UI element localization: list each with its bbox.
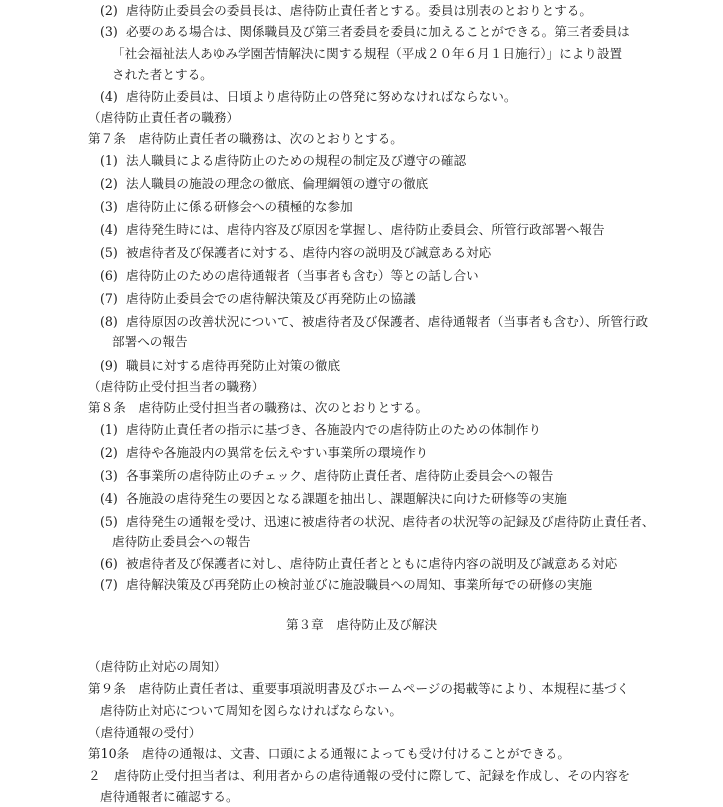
art7-item-5: (5) 被虐待者及び保護者に対する、虐待内容の説明及び誠意ある対応 bbox=[100, 245, 492, 260]
art7-item-2: (2) 法人職員の施設の理念の徹底、倫理綱領の遵守の徹底 bbox=[100, 176, 429, 191]
art7-title: 第７条 虐待防止責任者の職務は、次のとおりとする。 bbox=[88, 131, 403, 146]
art10-heading: （虐待通報の受付） bbox=[88, 725, 202, 740]
art8-item-4: (4) 各施設の虐待発生の要因となる課題を抽出し、課題解決に向けた研修等の実施 bbox=[100, 491, 567, 506]
art7-item-3: (3) 虐待防止に係る研修会への積極的な参加 bbox=[100, 199, 353, 214]
art7-item-8: (8) 虐待原因の改善状況について、被虐待者及び保護者、虐待通報者（当事者も含む）、所管行政 bbox=[100, 314, 649, 329]
art7-item-8-line-2: 部署への報告 bbox=[112, 334, 188, 349]
chapter-3-title: 第３章 虐待防止及び解決 bbox=[285, 617, 438, 632]
art6-item-3-line-3: された者とする。 bbox=[112, 67, 213, 82]
art8-item-5-line-2: 虐待防止委員会への報告 bbox=[112, 534, 251, 549]
art8-heading: （虐待防止受付担当者の職務） bbox=[88, 379, 265, 394]
art8-item-6: (6) 被虐待者及び保護者に対し、虐待防止責任者とともに虐待内容の説明及び誠意ある対応 bbox=[100, 556, 618, 571]
art6-item-3-line-2: 「社会福祉法人あゆみ学園苦情解決に関する規程（平成２０年６月１日施行）」により設置 bbox=[112, 46, 623, 61]
art8-item-5: (5) 虐待発生の通報を受け、迅速に被虐待者の状況、虐待者の状況等の記録及び虐待防止責任者、 bbox=[100, 514, 655, 529]
art10-paragraph-2: ２ 虐待防止受付担当者は、利用者からの虐待通報の受付に際して、記録を作成し、その内容を bbox=[88, 768, 631, 783]
art7-item-6: (6) 虐待防止のための虐待通報者（当事者も含む）等との話し合い bbox=[100, 268, 479, 283]
art6-item-2: (2) 虐待防止委員会の委員長は、虐待防止責任者とする。委員は別表のとおりとする。 bbox=[100, 3, 592, 18]
art7-heading: （虐待防止責任者の職務） bbox=[88, 110, 240, 125]
art9-line-1: 第９条 虐待防止責任者は、重要事項説明書及びホームページの掲載等により、本規程に基づく bbox=[88, 681, 630, 696]
art8-item-7: (7) 虐待解決策及び再発防止の検討並びに施設職員への周知、事業所毎での研修の実施 bbox=[100, 577, 592, 592]
art9-line-2: 虐待防止対応について周知を図らなければならない。 bbox=[100, 703, 402, 718]
art7-item-4: (4) 虐待発生時には、虐待内容及び原因を掌握し、虐待防止委員会、所管行政部署へ報告 bbox=[100, 222, 605, 237]
art7-item-1: (1) 法人職員による虐待防止のための規程の制定及び遵守の確認 bbox=[100, 153, 467, 168]
art7-item-7: (7) 虐待防止委員会での虐待解決策及び再発防止の協議 bbox=[100, 291, 416, 306]
art9-heading: （虐待防止対応の周知） bbox=[88, 659, 227, 674]
art6-item-3: (3) 必要のある場合は、関係職員及び第三者委員を委員に加えることができる。第三者委員は bbox=[100, 24, 630, 39]
art8-item-3: (3) 各事業所の虐待防止のチェック、虐待防止責任者、虐待防止委員会への報告 bbox=[100, 468, 554, 483]
art8-item-2: (2) 虐待や各施設内の異常を伝えやすい事業所の環境作り bbox=[100, 445, 429, 460]
art6-item-4: (4) 虐待防止委員は、日頃より虐待防止の啓発に努めなければならない。 bbox=[100, 89, 517, 104]
art8-title: 第８条 虐待防止受付担当者の職務は、次のとおりとする。 bbox=[88, 400, 429, 415]
art8-item-1: (1) 虐待防止責任者の指示に基づき、各施設内での虐待防止のための体制作り bbox=[100, 422, 542, 437]
art7-item-9: (9) 職員に対する虐待再発防止対策の徹底 bbox=[100, 358, 341, 373]
art10-paragraph-2-line-2: 虐待通報者に確認する。 bbox=[100, 789, 239, 804]
art10-line-1: 第10条 虐待の通報は、文書、口頭による通報によっても受け付けることができる。 bbox=[88, 746, 570, 761]
